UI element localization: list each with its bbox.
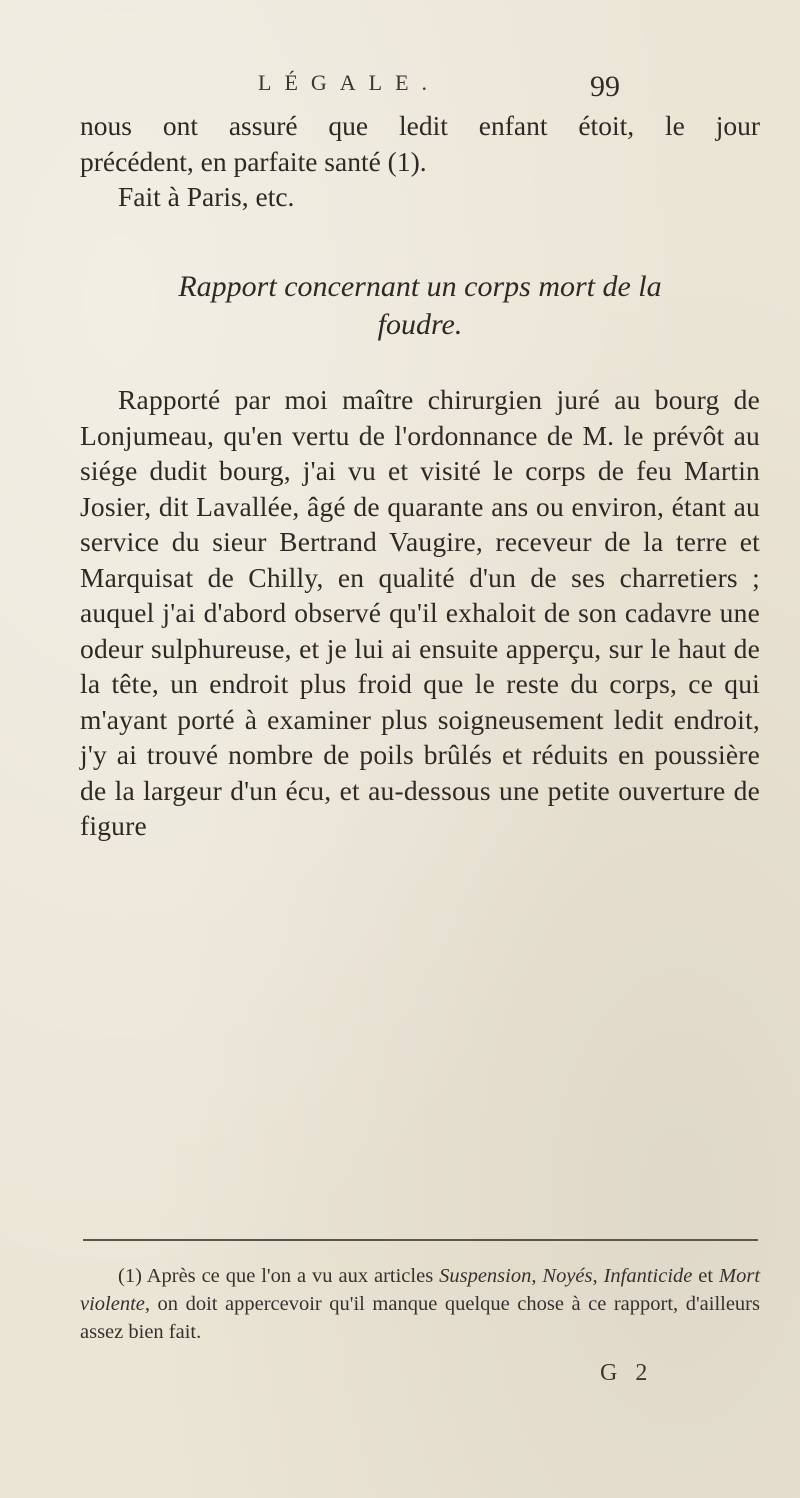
footnote-and: et — [698, 1265, 714, 1287]
heading-line-1: Rapport concernant un corps mort de la — [178, 270, 662, 303]
footnote — [80, 1262, 760, 1346]
closing-line: Fait à Paris, etc. — [118, 181, 295, 212]
footnote-term-suspension: Suspension — [439, 1265, 532, 1287]
footnote-rule — [83, 1239, 758, 1241]
footnote-text-before: Après ce que l'on a vu aux articles — [146, 1265, 434, 1287]
intro-text — [80, 108, 760, 215]
footnote-text-after: , on doit appercevoir qu'il manque quelque chose à ce rapport, d'ailleurs assez bien fait. — [80, 1293, 760, 1343]
page-number: 99 — [590, 70, 620, 103]
footnote-term-infanticide: Infanticide — [603, 1265, 693, 1287]
intro-line-2: précédent, en parfaite santé (1). — [80, 145, 427, 177]
section-heading — [80, 268, 760, 344]
footnote-comma-2: , — [592, 1265, 598, 1287]
footnote-term-mort: Mort violente — [80, 1265, 761, 1315]
running-head: LÉGALE. — [258, 70, 441, 95]
signature-mark: G 2 — [600, 1360, 654, 1386]
heading-line-2: foudre. — [377, 308, 463, 341]
report-paragraph: Rapporté par moi maître chirurgien juré au bourg de Lonjumeau, qu'en vertu de l'ordonnance de M. le prévôt au siége dudit bourg, j'ai vu et visité le corps de feu Martin Josier, dit Lavallée, âgé de quarante ans ou environ, étant au service du sieur Bertrand Vaugire, receveur de la terre et Marquisat de Chilly, en qualité d'un de ses charretiers ; auquel j'ai d'abord observé qu'il exhaloit de son cadavre une odeur sulphureuse, et je lui ai ensuite apperçu, sur le haut de la tête, un endroit plus froid que le reste du corps, ce qui m'ayant porté à examiner plus soigneusement ledit endroit, j'y ai trouvé nombre de poils brûlés et réduits en poussière de la largeur d'un écu, et au-dessous une petite ouverture de figure — [80, 384, 760, 841]
footnote-term-noyes: Noyés — [542, 1265, 593, 1287]
footnote-comma-1: , — [531, 1265, 537, 1287]
footnote-marker: (1) — [118, 1265, 142, 1287]
intro-line-1: nous ont assuré que ledit enfant étoit, le jour — [80, 110, 760, 141]
